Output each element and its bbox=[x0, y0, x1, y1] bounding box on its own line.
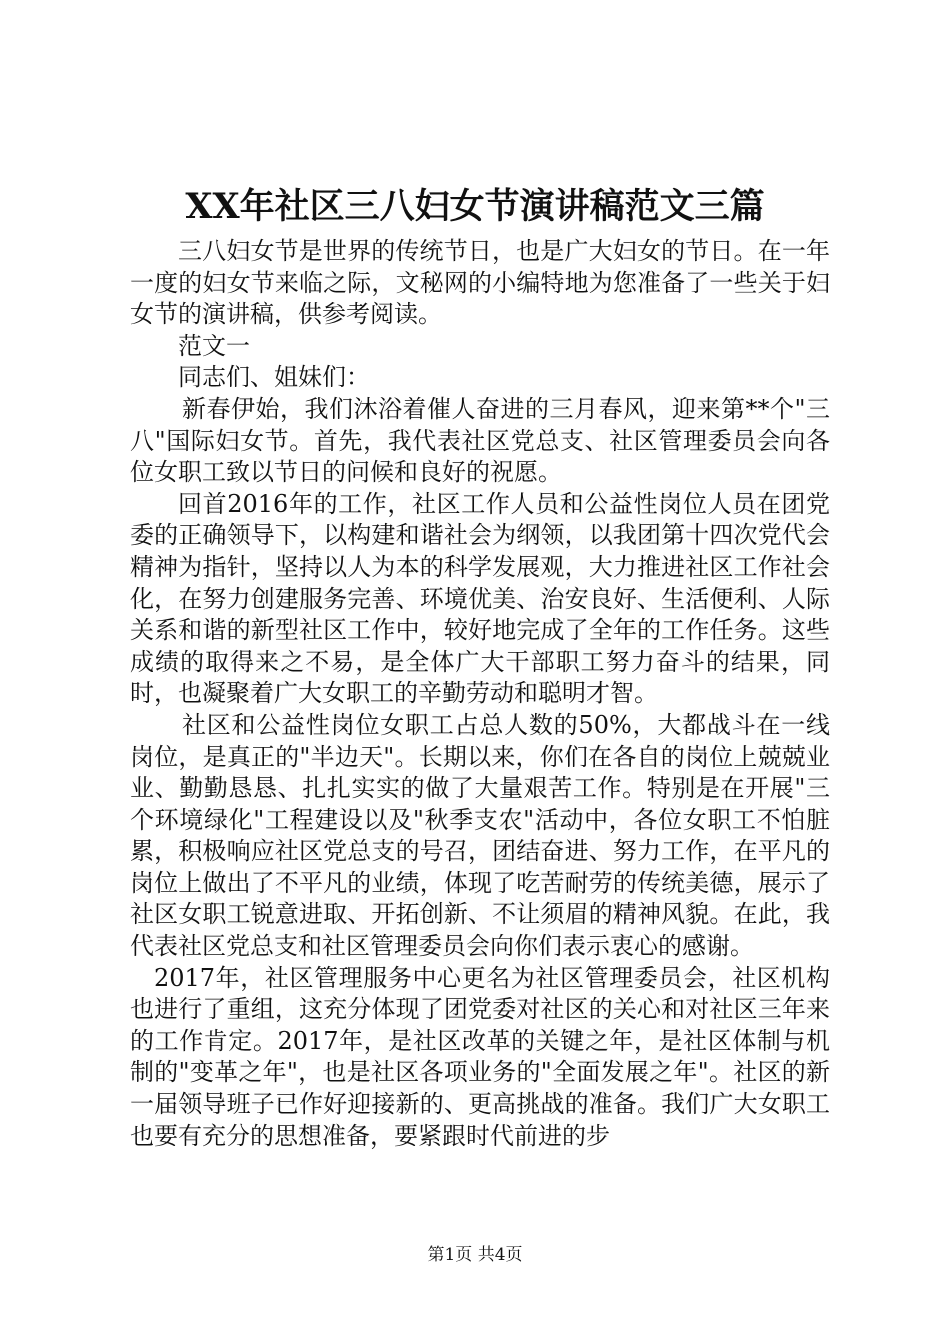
body-paragraph: 社区和公益性岗位女职工占总人数的50%，大都战斗在一线岗位，是真正的"半边天"。长期以来，你们在各自的岗位上兢兢业业、勤勤恳恳、扎扎实实的做了大量艰苦工作。特别是在开展"三个环境绿化"工程建设以及"秋季支农"活动中，各位女职工不怕脏累，积极响应社区党总支的号召，团结奋进、努力工作，在平凡的岗位上做出了不平凡的业绩，体现了吃苦耐劳的传统美德，展示了社区女职工锐意进取、开拓创新、不让须眉的精神风貌。在此，我代表社区党总支和社区管理委员会向你们表示衷心的感谢。 bbox=[130, 710, 830, 961]
body-paragraph: 新春伊始，我们沐浴着催人奋进的三月春风，迎来第**个"三八"国际妇女节。首先，我代表社区党总支、社区管理委员会向各位女职工致以节日的问候和良好的祝愿。 bbox=[130, 394, 830, 487]
sample-heading: 范文一 bbox=[178, 331, 250, 360]
page-number-footer: 第1页 共4页 bbox=[427, 1245, 523, 1265]
document-title: XX年社区三八妇女节演讲稿范文三篇 bbox=[185, 186, 765, 227]
document-body bbox=[130, 236, 830, 1152]
intro-paragraph: 三八妇女节是世界的传统节日，也是广大妇女的节日。在一年一度的妇女节来临之际，文秘网的小编特地为您准备了一些关于妇女节的演讲稿，供参考阅读。 bbox=[130, 237, 830, 329]
body-paragraph: 回首2016年的工作，社区工作人员和公益性岗位人员在团党委的正确领导下，以构建和谐社会为纲领，以我团第十四次党代会精神为指针，坚持以人为本的科学发展观，大力推进社区工作社会化，在努力创建服务完善、环境优美、治安良好、生活便利、人际关系和谐的新型社区工作中，较好地完成了全年的工作任务。这些成绩的取得来之不易，是全体广大干部职工努力奋斗的结果，同时，也凝聚着广大女职工的辛勤劳动和聪明才智。 bbox=[130, 489, 830, 708]
salutation: 同志们、姐妹们： bbox=[178, 363, 370, 392]
body-paragraph: 2017年，社区管理服务中心更名为社区管理委员会，社区机构也进行了重组，这充分体现了团党委对社区的关心和对社区三年来的工作肯定。2017年，是社区改革的关键之年，是社区体制与机制的"变革之年"，也是社区各项业务的"全面发展之年"。社区的新一届领导班子已作好迎接新的、更高挑战的准备。我们广大女职工也要有充分的思想准备，要紧跟时代前进的步 bbox=[130, 963, 830, 1150]
